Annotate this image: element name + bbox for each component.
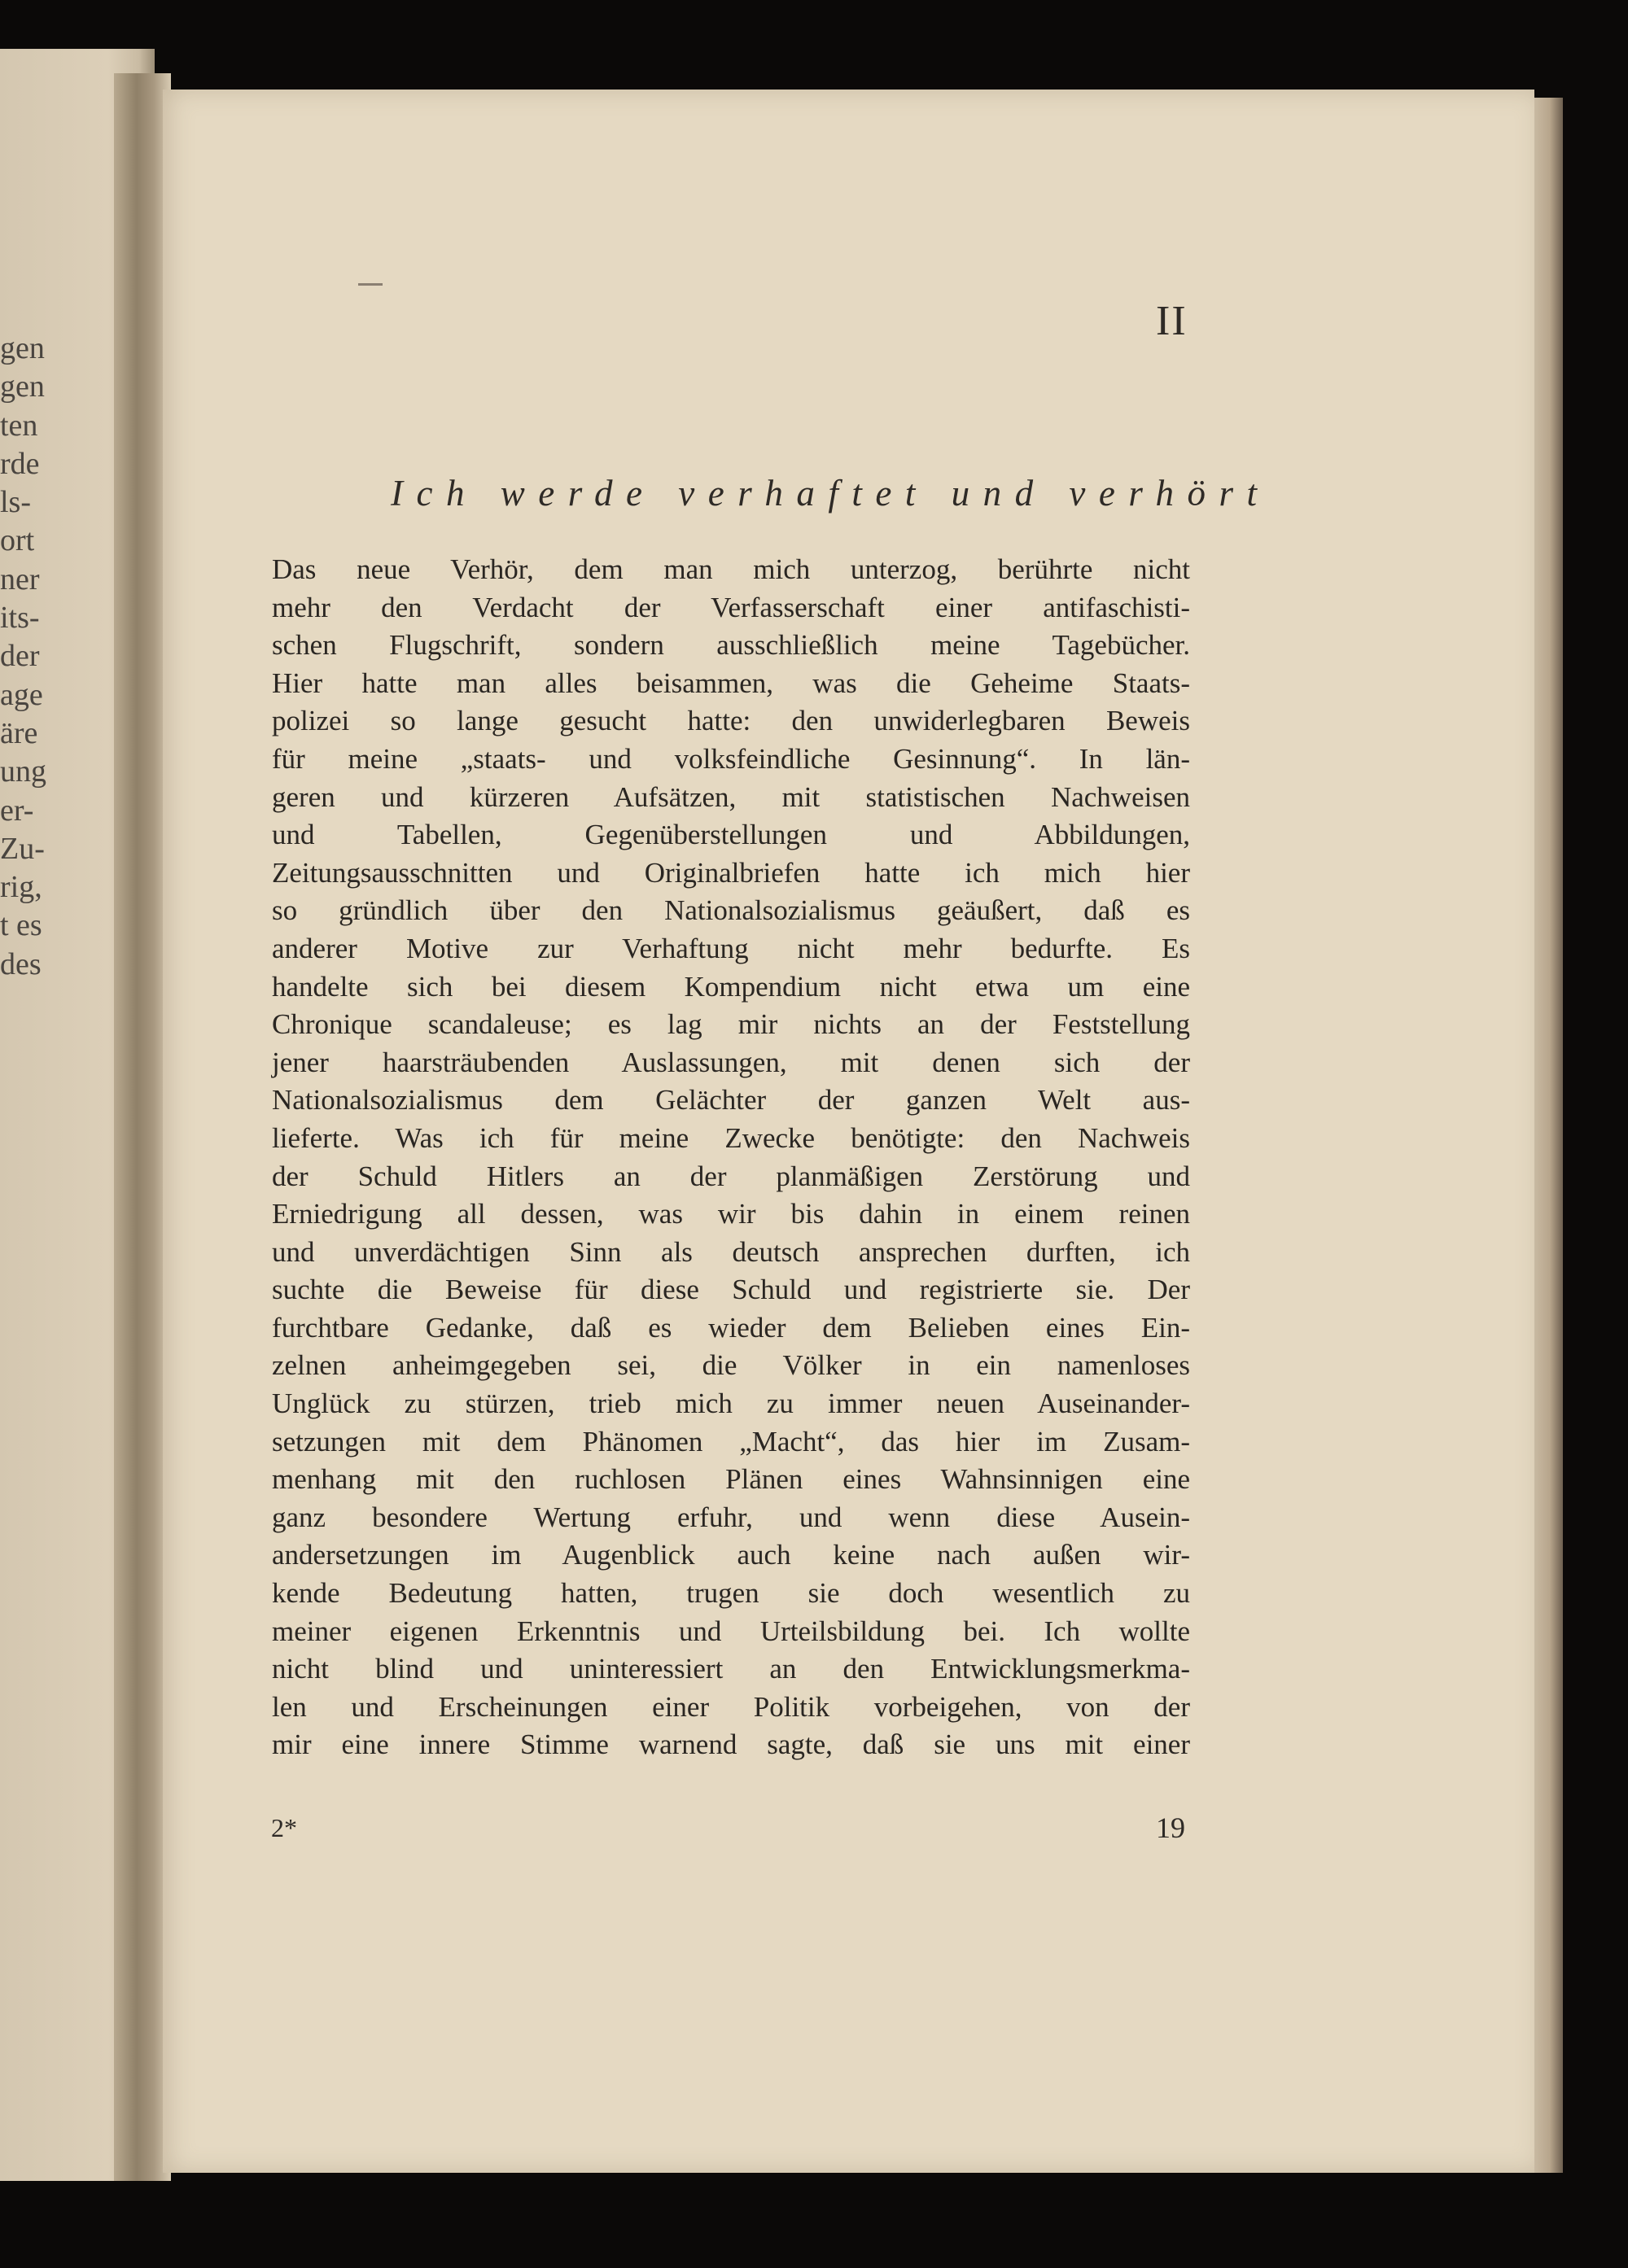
left-fragment: ls-: [0, 485, 31, 520]
text-line: Zeitungsausschnitten und Originalbriefen hatte ich mich hier: [272, 856, 1190, 889]
text-line: menhang mit den ruchlosen Plänen eines Wahnsinnigen eine: [272, 1463, 1190, 1496]
body-text: [272, 551, 1190, 1764]
text-line: Unglück zu stürzen, trieb mich zu immer neuen Auseinander-: [272, 1387, 1190, 1420]
left-fragment: der: [0, 639, 40, 674]
text-line: Erniedrigung all dessen, was wir bis dahin in einem reinen: [272, 1198, 1190, 1230]
chapter-title: Ich werde verhaftet und verhört: [391, 473, 1271, 513]
left-fragment: ner: [0, 562, 40, 596]
text-line: der Schuld Hitlers an der planmäßigen Zerstörung und: [272, 1160, 1190, 1192]
text-line: Hier hatte man alles beisammen, was die Geheime Staats-: [272, 666, 1190, 699]
text-line: und Tabellen, Gegenüberstellungen und Abbildungen,: [272, 819, 1190, 851]
text-line: polizei so lange gesucht hatte: den unwiderlegbaren Beweis: [272, 705, 1190, 737]
text-line: lieferte. Was ich für meine Zwecke benötigte: den Nachweis: [272, 1121, 1190, 1154]
printer-signature: 2*: [271, 1813, 297, 1842]
left-fragment: Zu-: [0, 831, 45, 866]
text-line: len und Erscheinungen einer Politik vorbeigehen, von der: [272, 1690, 1190, 1723]
page-edge: [1530, 98, 1563, 2173]
text-line: meiner eigenen Erkenntnis und Urteilsbildung bei. Ich wollte: [272, 1615, 1190, 1647]
text-line: Chronique scandaleuse; es lag mir nichts an der Feststellung: [272, 1008, 1190, 1041]
left-page-text-fragments: [0, 330, 49, 984]
left-fragment: gen: [0, 369, 45, 404]
text-line: für meine „staats- und volksfeindliche Gesinnung“. In län-: [272, 742, 1190, 775]
text-line: setzungen mit dem Phänomen „Macht“, das hier im Zusam-: [272, 1425, 1190, 1457]
text-line: ganz besondere Wertung erfuhr, und wenn diese Ausein-: [272, 1501, 1190, 1533]
left-fragment: ort: [0, 523, 35, 558]
left-fragment: er-: [0, 793, 34, 828]
chapter-number: II: [1156, 298, 1188, 344]
left-fragment: des: [0, 946, 42, 981]
text-line: mehr den Verdacht der Verfasserschaft einer antifaschisti-: [272, 591, 1190, 623]
text-line: und unverdächtigen Sinn als deutsch ansprechen durften, ich: [272, 1235, 1190, 1268]
left-fragment: age: [0, 677, 43, 712]
text-line: kende Bedeutung hatten, trugen sie doch wesentlich zu: [272, 1577, 1190, 1610]
text-line: zelnen anheimgegeben sei, die Völker in ein namenloses: [272, 1349, 1190, 1382]
left-fragment: rde: [0, 446, 40, 481]
left-fragment: äre: [0, 715, 38, 750]
left-fragment: ung: [0, 754, 46, 789]
text-line: furchtbare Gedanke, daß es wieder dem Belieben eines Ein-: [272, 1311, 1190, 1344]
text-line: handelte sich bei diesem Kompendium nicht etwa um eine: [272, 970, 1190, 1003]
left-fragment: rig,: [0, 870, 42, 905]
page-number: 19: [1156, 1811, 1185, 1844]
text-line: schen Flugschrift, sondern ausschließlich meine Tagebücher.: [272, 629, 1190, 662]
text-line: nicht blind und uninteressiert an den Entwicklungsmerkma-: [272, 1653, 1190, 1685]
left-fragment: ten: [0, 408, 38, 443]
text-line: jener haarsträubenden Auslassungen, mit denen sich der: [272, 1046, 1190, 1078]
text-line: geren und kürzeren Aufsätzen, mit statistischen Nachweisen: [272, 780, 1190, 813]
print-mark: [358, 283, 383, 286]
text-line: andersetzungen im Augenblick auch keine nach außen wir-: [272, 1539, 1190, 1571]
text-line: Das neue Verhör, dem man mich unterzog, berührte nicht: [272, 553, 1190, 585]
left-fragment: gen: [0, 331, 45, 365]
text-line: mir eine innere Stimme warnend sagte, daß sie uns mit einer: [272, 1728, 1190, 1761]
left-fragment: its-: [0, 601, 40, 636]
text-line: so gründlich über den Nationalsozialismus geäußert, daß es: [272, 894, 1190, 927]
text-line: suchte die Beweise für diese Schuld und registrierte sie. Der: [272, 1274, 1190, 1306]
left-fragment: t es: [0, 908, 42, 943]
text-line: anderer Motive zur Verhaftung nicht mehr bedurfte. Es: [272, 932, 1190, 964]
text-line: Nationalsozialismus dem Gelächter der ganzen Welt aus-: [272, 1084, 1190, 1117]
